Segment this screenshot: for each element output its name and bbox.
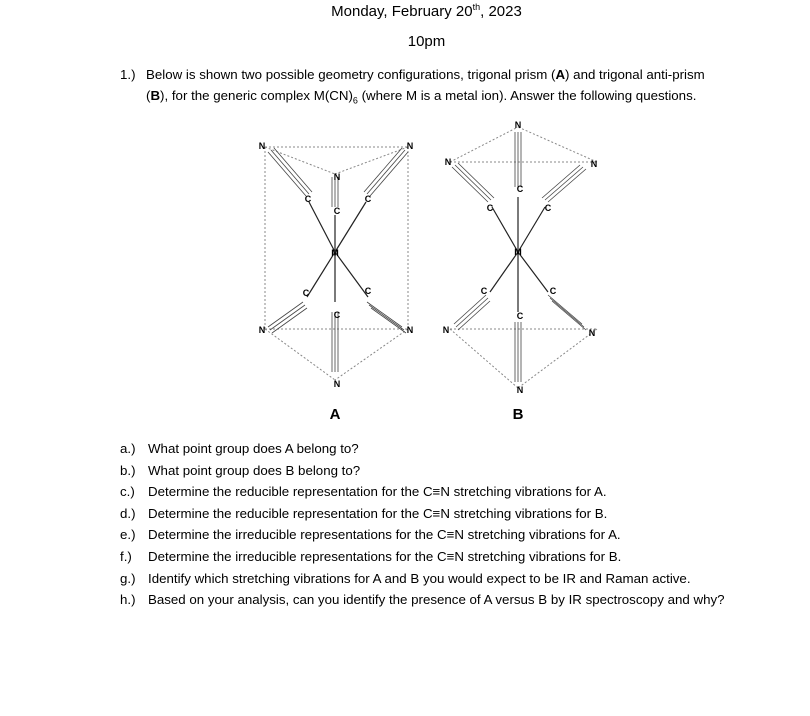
list-item: a.) What point group does A belong to? (120, 441, 359, 456)
list-item: f.) Determine the irreducible representations for the C≡N stretching vibrations for B. (120, 548, 622, 564)
atom-label-n: N (516, 385, 524, 395)
atom-label-n: N (588, 328, 596, 338)
geometry-diagram (240, 112, 620, 432)
list-item: g.) Identify which stretching vibrations for A and B you would expect to be IR and Raman active. (120, 570, 691, 586)
structure-label-b: B (512, 406, 524, 423)
question-number: 1.) (120, 67, 136, 82)
subquestion-list (120, 438, 800, 611)
atom-label-n: N (258, 141, 266, 151)
atom-label-n: N (442, 325, 450, 335)
list-item: d.) Determine the reducible representation for the C≡N stretching vibrations for B. (120, 505, 608, 521)
atom-label-n: N (333, 172, 341, 182)
atom-label-c: C (549, 286, 557, 296)
atom-label-c: C (364, 194, 372, 204)
atom-label-n: N (406, 141, 414, 151)
document-date: Monday, February 20th, 2023 (331, 2, 522, 20)
question-text-line-1: Below is shown two possible geometry configurations, trigonal prism (A) and trigonal anti-prism (146, 67, 705, 82)
atom-label-c: C (516, 184, 524, 194)
atom-label-n: N (258, 325, 266, 335)
atom-label-n: N (444, 157, 452, 167)
atom-label-n: N (590, 159, 598, 169)
list-item: e.) Determine the irreducible representations for the C≡N stretching vibrations for A. (120, 527, 621, 543)
atom-label-c: C (304, 194, 312, 204)
question-text-line-2: (B), for the generic complex $M(CN)_6$ (where M is a metal ion). Answer the following questions. (146, 88, 697, 106)
atom-label-c: C (516, 311, 524, 321)
list-item: c.) Determine the reducible representation for the C≡N stretching vibrations for A. (120, 484, 607, 500)
atom-label-c: C (333, 206, 341, 216)
question-1 (120, 64, 790, 112)
molecular-geometry-figure (240, 112, 620, 437)
atom-label-c: C (333, 310, 341, 320)
list-item: b.) What point group does B belong to? (120, 462, 361, 478)
list-item: h.) Based on your analysis, can you identify the presence of A versus B by IR spectroscopy and why? (120, 592, 725, 608)
atom-label-c: C (364, 286, 372, 296)
atom-label-n: N (514, 120, 522, 130)
atom-label-c: C (486, 203, 494, 213)
document-time: 10pm (407, 33, 446, 50)
atom-label-c: C (302, 288, 310, 298)
atom-label-n: N (406, 325, 414, 335)
atom-label-metal-a: M (331, 248, 339, 258)
atom-label-c: C (480, 286, 488, 296)
atom-label-metal-b: M (514, 247, 522, 257)
structure-label-a: A (329, 406, 341, 423)
atom-label-n: N (333, 379, 341, 389)
atom-label-c: C (544, 203, 552, 213)
